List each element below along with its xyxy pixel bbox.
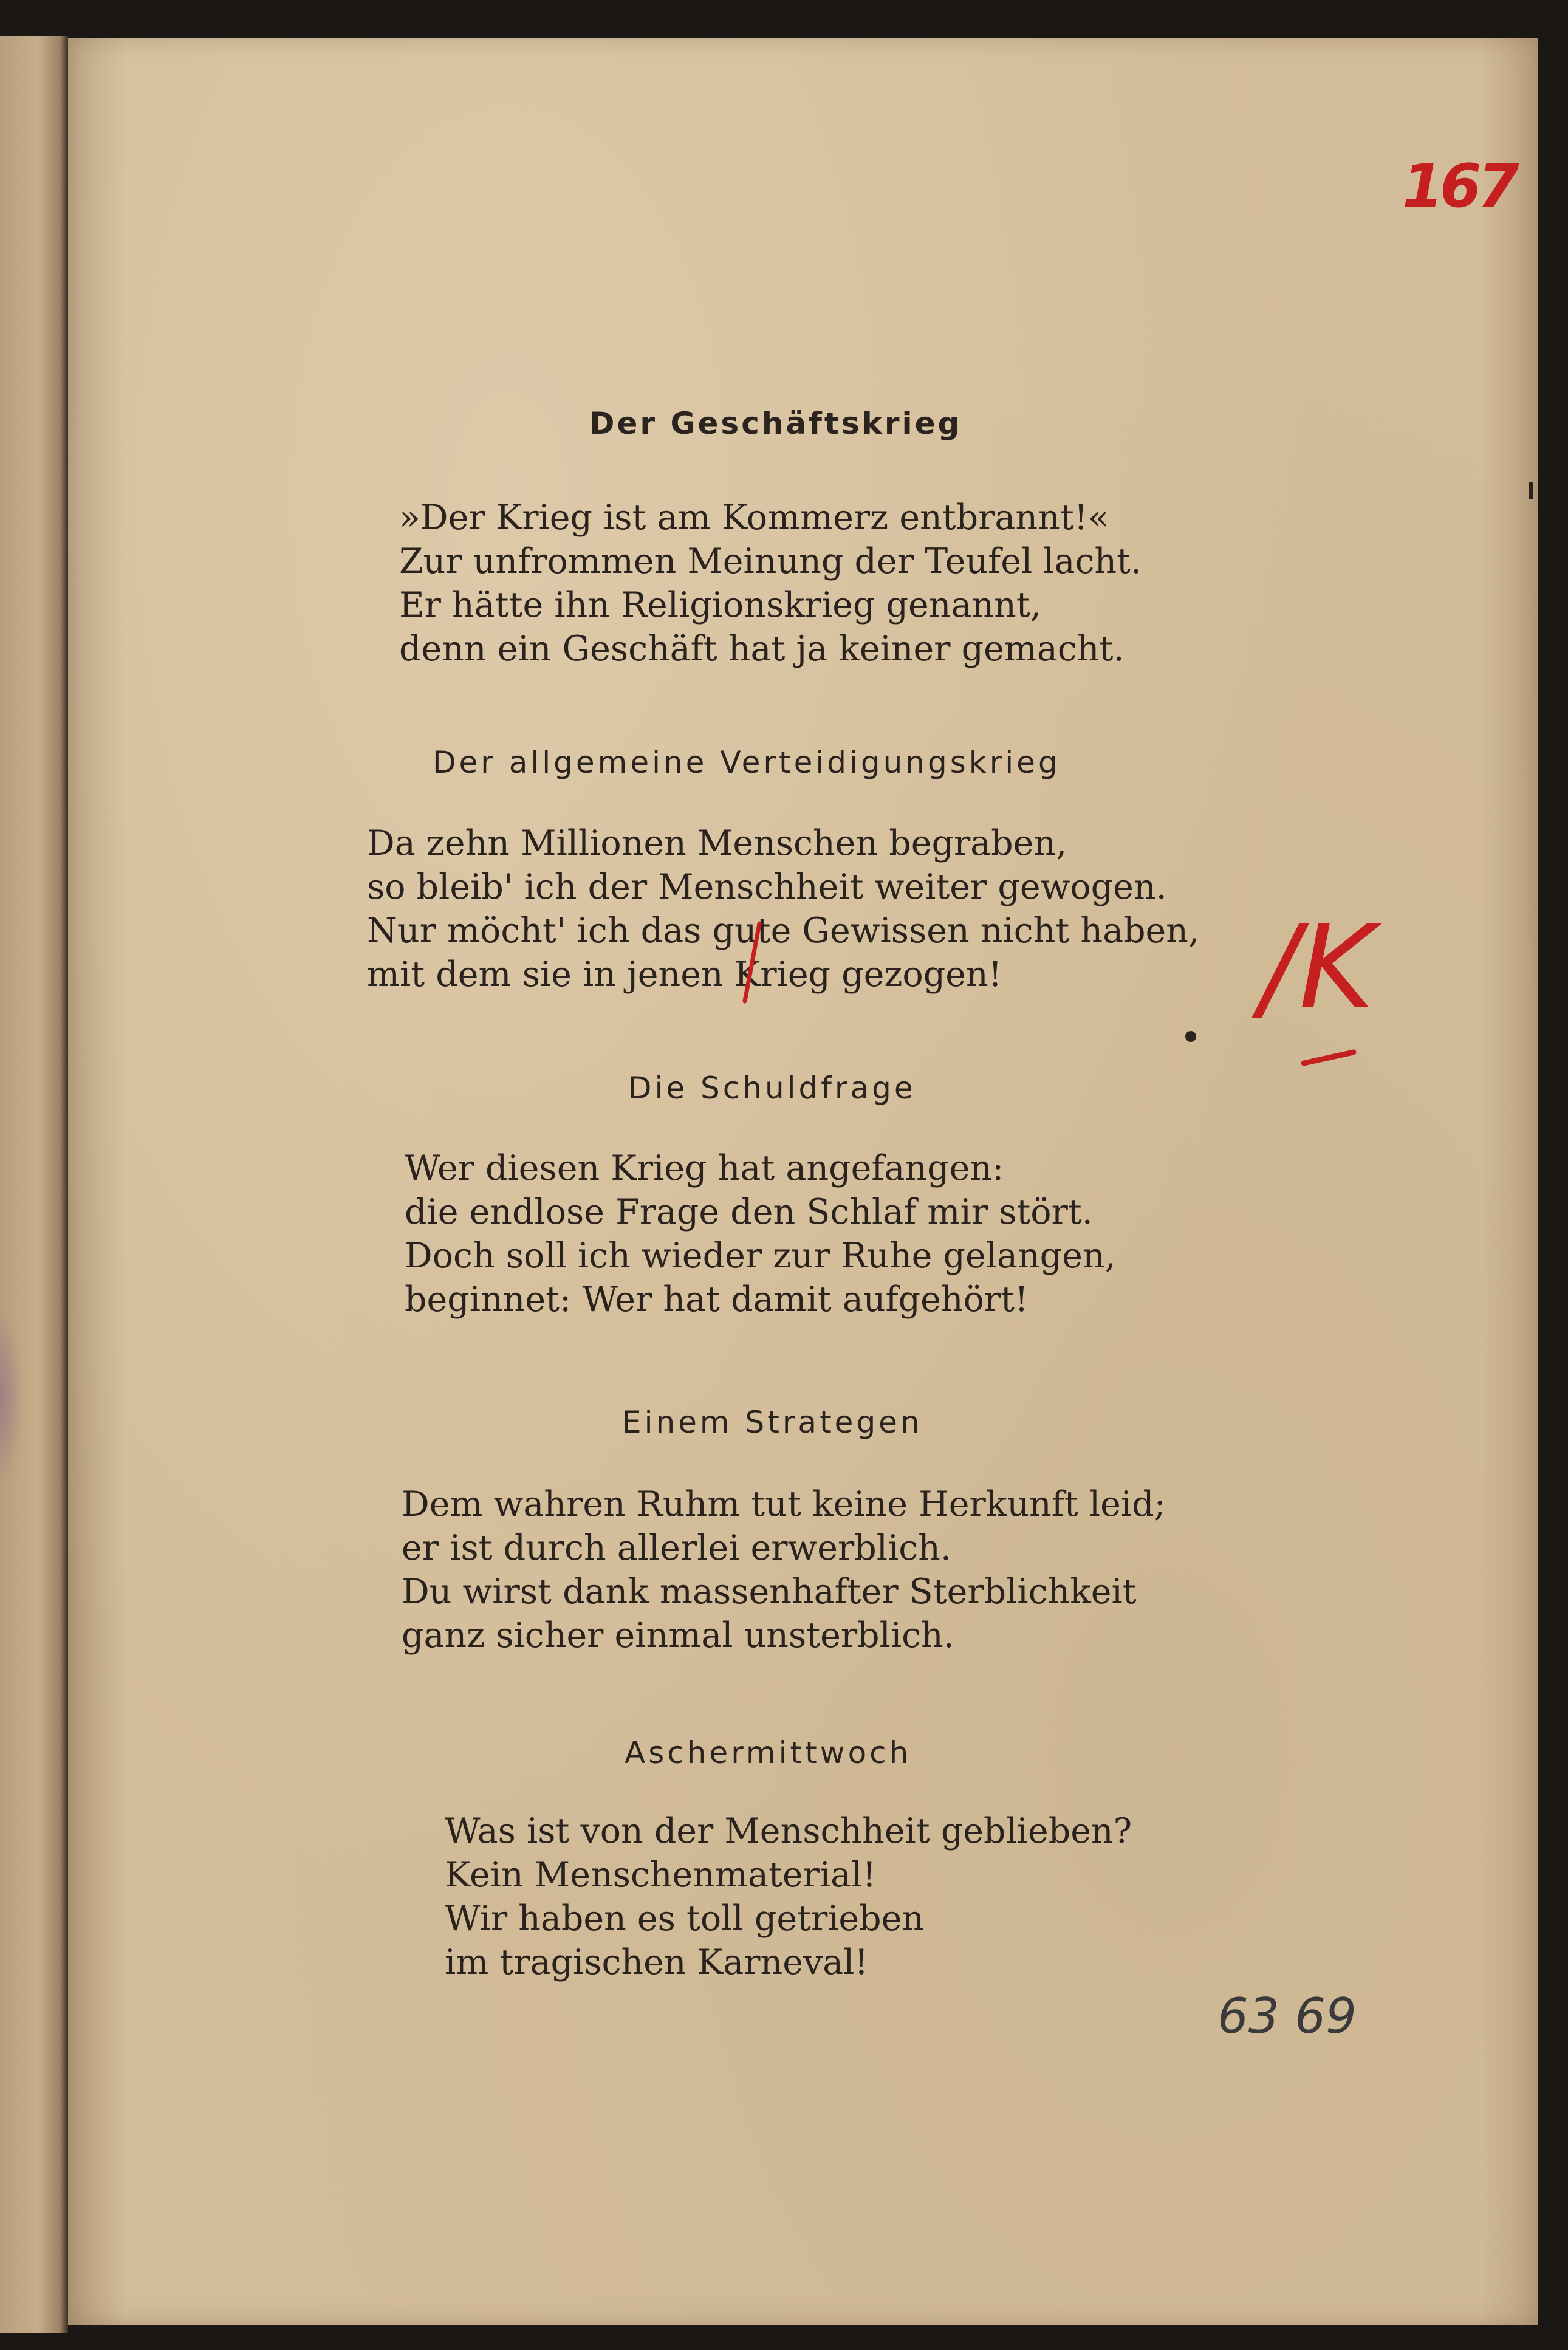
poem-line: so bleib' ich der Menschheit weiter gewogen. xyxy=(367,867,1167,907)
poem-line: denn ein Geschäft hat ja keiner gemacht. xyxy=(399,629,1125,669)
poem-line: Was ist von der Menschheit geblieben? xyxy=(445,1811,1132,1851)
poem-stanza-geschaeftskrieg xyxy=(399,496,1142,671)
poem-line: beginnet: Wer hat damit aufgehört! xyxy=(405,1279,1029,1320)
poem-line: Kein Menschenmaterial! xyxy=(445,1855,877,1895)
book-page xyxy=(68,38,1538,2325)
red-page-number: 167 xyxy=(1402,152,1516,221)
poem-line: Wir haben es toll getrieben xyxy=(445,1899,925,1939)
poem-line: ganz sicher einmal unsterblich. xyxy=(402,1615,954,1656)
previous-page-edge xyxy=(0,36,68,2333)
poem-title-verteidigungskrieg: Der allgemeine Verteidigungskrieg xyxy=(433,745,1061,780)
page-edge-stain xyxy=(0,1306,24,1488)
red-correction-stroke xyxy=(741,921,765,1006)
poem-stanza-aschermittwoch xyxy=(445,1809,1132,1984)
poem-stanza-verteidigungskrieg xyxy=(367,821,1199,996)
poem-line: Er hätte ihn Religionskrieg genannt, xyxy=(399,585,1041,625)
poem-line: Nur möcht' ich das gute Gewissen nicht haben, xyxy=(367,911,1200,951)
poem-line: Da zehn Millionen Menschen begraben, xyxy=(367,823,1067,863)
poem-line: Dem wahren Ruhm tut keine Herkunft leid; xyxy=(402,1484,1166,1524)
poem-line: Doch soll ich wieder zur Ruhe gelangen, xyxy=(405,1236,1116,1276)
poem-line: »Der Krieg ist am Kommerz entbrannt!« xyxy=(399,498,1109,538)
red-underline-mark xyxy=(1301,1046,1362,1071)
poem-title-aschermittwoch: Aschermittwoch xyxy=(625,1735,912,1770)
poem-line: die endlose Frage den Schlaf mir stört. xyxy=(405,1192,1093,1232)
poem-line: im tragischen Karneval! xyxy=(445,1942,869,1982)
poem-line: Wer diesen Krieg hat angefangen: xyxy=(405,1148,1004,1188)
poem-line: Du wirst dank massenhafter Sterblichkeit xyxy=(402,1572,1137,1612)
pencil-note: 63 69 xyxy=(1217,1988,1357,2044)
poem-line: mit dem sie in jenen Krieg gezogen! xyxy=(367,954,1002,995)
poem-title-geschaeftskrieg: Der Geschäftskrieg xyxy=(589,406,962,441)
poem-title-schuldfrage: Die Schuldfrage xyxy=(628,1071,916,1106)
ink-speck xyxy=(1183,1029,1202,1047)
red-margin-mark: /K xyxy=(1260,900,1375,1035)
poem-stanza-schuldfrage xyxy=(405,1146,1116,1321)
poem-title-strategen: Einem Strategen xyxy=(622,1405,923,1440)
ink-speck xyxy=(1526,481,1538,505)
poem-stanza-strategen xyxy=(402,1482,1166,1657)
poem-line: er ist durch allerlei erwerblich. xyxy=(402,1528,951,1568)
poem-line: Zur unfrommen Meinung der Teufel lacht. xyxy=(399,541,1142,581)
